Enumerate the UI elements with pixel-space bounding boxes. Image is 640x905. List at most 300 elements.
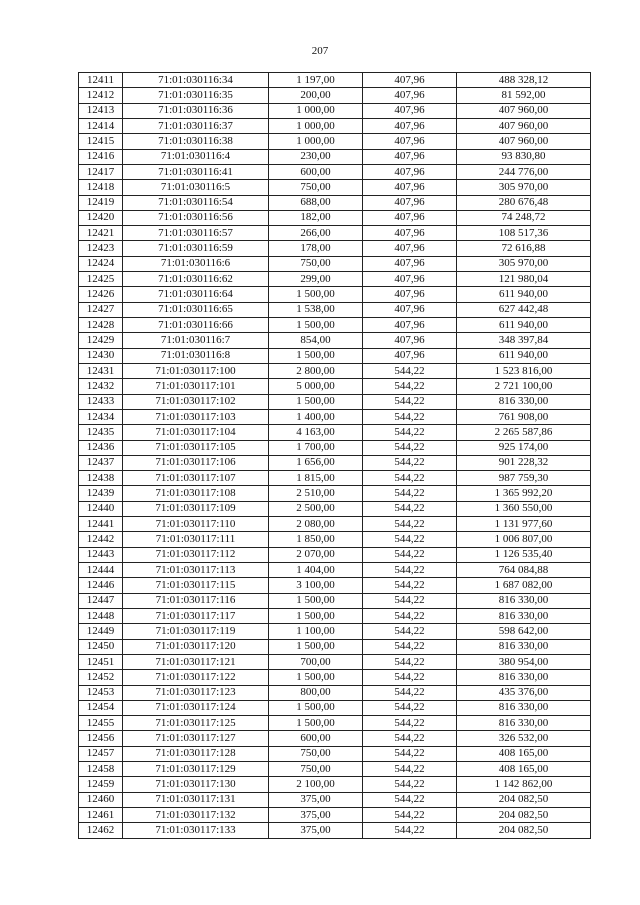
cadastral-number-cell: 71:01:030117:132 [123, 808, 269, 823]
cadastral-number-cell: 71:01:030117:131 [123, 792, 269, 807]
row-index-cell: 12419 [79, 195, 123, 210]
area-cell: 688,00 [269, 195, 363, 210]
cadastral-value-cell: 627 442,48 [457, 302, 591, 317]
specific-value-cell: 407,96 [363, 180, 457, 195]
table-row [79, 532, 591, 547]
row-index-cell: 12438 [79, 471, 123, 486]
cadastral-value-cell: 326 532,00 [457, 731, 591, 746]
cadastral-number-cell: 71:01:030117:122 [123, 670, 269, 685]
cadastral-number-cell: 71:01:030117:117 [123, 608, 269, 623]
row-index-cell: 12417 [79, 164, 123, 179]
cadastral-number-cell: 71:01:030117:120 [123, 639, 269, 654]
row-index-cell: 12431 [79, 363, 123, 378]
table-row [79, 593, 591, 608]
cadastral-number-cell: 71:01:030116:6 [123, 256, 269, 271]
area-cell: 2 070,00 [269, 547, 363, 562]
row-index-cell: 12430 [79, 348, 123, 363]
table-row [79, 318, 591, 333]
cadastral-value-cell: 1 142 862,00 [457, 777, 591, 792]
cadastral-number-cell: 71:01:030117:110 [123, 517, 269, 532]
table-row [79, 164, 591, 179]
cadastral-value-cell: 901 228,32 [457, 455, 591, 470]
cadastral-number-cell: 71:01:030117:104 [123, 425, 269, 440]
specific-value-cell: 544,22 [363, 501, 457, 516]
table-row [79, 639, 591, 654]
row-index-cell: 12418 [79, 180, 123, 195]
area-cell: 178,00 [269, 241, 363, 256]
specific-value-cell: 544,22 [363, 808, 457, 823]
cadastral-number-cell: 71:01:030117:113 [123, 563, 269, 578]
cadastral-number-cell: 71:01:030117:106 [123, 455, 269, 470]
specific-value-cell: 407,96 [363, 103, 457, 118]
row-index-cell: 12452 [79, 670, 123, 685]
table-row [79, 578, 591, 593]
row-index-cell: 12415 [79, 134, 123, 149]
cadastral-value-cell: 408 165,00 [457, 762, 591, 777]
cadastral-number-cell: 71:01:030116:35 [123, 88, 269, 103]
row-index-cell: 12434 [79, 409, 123, 424]
table-row [79, 272, 591, 287]
row-index-cell: 12454 [79, 700, 123, 715]
specific-value-cell: 544,22 [363, 639, 457, 654]
specific-value-cell: 407,96 [363, 73, 457, 88]
table-row [79, 73, 591, 88]
cadastral-value-table [78, 72, 591, 839]
cadastral-value-cell: 816 330,00 [457, 716, 591, 731]
specific-value-cell: 544,22 [363, 608, 457, 623]
cadastral-value-cell: 72 616,88 [457, 241, 591, 256]
row-index-cell: 12439 [79, 486, 123, 501]
area-cell: 1 404,00 [269, 563, 363, 578]
row-index-cell: 12435 [79, 425, 123, 440]
row-index-cell: 12414 [79, 118, 123, 133]
row-index-cell: 12455 [79, 716, 123, 731]
cadastral-value-cell: 121 980,04 [457, 272, 591, 287]
table-row [79, 210, 591, 225]
specific-value-cell: 407,96 [363, 88, 457, 103]
cadastral-value-cell: 305 970,00 [457, 180, 591, 195]
table-row [79, 563, 591, 578]
area-cell: 1 000,00 [269, 134, 363, 149]
specific-value-cell: 544,22 [363, 624, 457, 639]
specific-value-cell: 544,22 [363, 563, 457, 578]
table-row [79, 792, 591, 807]
cadastral-number-cell: 71:01:030117:133 [123, 823, 269, 838]
row-index-cell: 12440 [79, 501, 123, 516]
table-row [79, 670, 591, 685]
row-index-cell: 12416 [79, 149, 123, 164]
area-cell: 750,00 [269, 180, 363, 195]
cadastral-value-cell: 598 642,00 [457, 624, 591, 639]
table-row [79, 103, 591, 118]
table-row [79, 256, 591, 271]
cadastral-value-cell: 93 830,80 [457, 149, 591, 164]
cadastral-value-cell: 108 517,36 [457, 226, 591, 241]
area-cell: 1 500,00 [269, 287, 363, 302]
specific-value-cell: 407,96 [363, 149, 457, 164]
page-number: 207 [311, 45, 329, 57]
cadastral-number-cell: 71:01:030116:54 [123, 195, 269, 210]
cadastral-value-cell: 1 006 807,00 [457, 532, 591, 547]
table-row [79, 149, 591, 164]
area-cell: 299,00 [269, 272, 363, 287]
table-row [79, 425, 591, 440]
area-cell: 1 500,00 [269, 670, 363, 685]
area-cell: 750,00 [269, 256, 363, 271]
row-index-cell: 12421 [79, 226, 123, 241]
cadastral-number-cell: 71:01:030117:111 [123, 532, 269, 547]
table-row [79, 777, 591, 792]
table-row [79, 226, 591, 241]
cadastral-number-cell: 71:01:030117:121 [123, 654, 269, 669]
row-index-cell: 12428 [79, 318, 123, 333]
cadastral-value-cell: 244 776,00 [457, 164, 591, 179]
specific-value-cell: 407,96 [363, 348, 457, 363]
area-cell: 230,00 [269, 149, 363, 164]
cadastral-value-cell: 761 908,00 [457, 409, 591, 424]
row-index-cell: 12442 [79, 532, 123, 547]
table-row [79, 624, 591, 639]
cadastral-value-cell: 305 970,00 [457, 256, 591, 271]
cadastral-number-cell: 71:01:030117:130 [123, 777, 269, 792]
cadastral-value-cell: 435 376,00 [457, 685, 591, 700]
specific-value-cell: 407,96 [363, 272, 457, 287]
cadastral-value-cell: 280 676,48 [457, 195, 591, 210]
cadastral-number-cell: 71:01:030117:108 [123, 486, 269, 501]
row-index-cell: 12461 [79, 808, 123, 823]
specific-value-cell: 544,22 [363, 777, 457, 792]
cadastral-value-cell: 1 131 977,60 [457, 517, 591, 532]
cadastral-number-cell: 71:01:030117:129 [123, 762, 269, 777]
table-row [79, 823, 591, 838]
area-cell: 182,00 [269, 210, 363, 225]
table-row [79, 363, 591, 378]
cadastral-number-cell: 71:01:030116:7 [123, 333, 269, 348]
cadastral-number-cell: 71:01:030116:37 [123, 118, 269, 133]
cadastral-number-cell: 71:01:030116:5 [123, 180, 269, 195]
table-row [79, 348, 591, 363]
table-row [79, 333, 591, 348]
cadastral-number-cell: 71:01:030117:124 [123, 700, 269, 715]
cadastral-number-cell: 71:01:030117:103 [123, 409, 269, 424]
area-cell: 375,00 [269, 823, 363, 838]
cadastral-number-cell: 71:01:030116:62 [123, 272, 269, 287]
cadastral-value-cell: 407 960,00 [457, 103, 591, 118]
table-row [79, 180, 591, 195]
row-index-cell: 12411 [79, 73, 123, 88]
cadastral-number-cell: 71:01:030117:101 [123, 379, 269, 394]
cadastral-value-cell: 2 721 100,00 [457, 379, 591, 394]
cadastral-number-cell: 71:01:030116:56 [123, 210, 269, 225]
cadastral-number-cell: 71:01:030117:107 [123, 471, 269, 486]
cadastral-number-cell: 71:01:030117:102 [123, 394, 269, 409]
cadastral-number-cell: 71:01:030116:66 [123, 318, 269, 333]
area-cell: 1 197,00 [269, 73, 363, 88]
cadastral-value-cell: 204 082,50 [457, 823, 591, 838]
cadastral-number-cell: 71:01:030117:105 [123, 440, 269, 455]
specific-value-cell: 407,96 [363, 134, 457, 149]
area-cell: 1 500,00 [269, 639, 363, 654]
cadastral-value-cell: 987 759,30 [457, 471, 591, 486]
area-cell: 5 000,00 [269, 379, 363, 394]
area-cell: 700,00 [269, 654, 363, 669]
area-cell: 266,00 [269, 226, 363, 241]
cadastral-number-cell: 71:01:030116:34 [123, 73, 269, 88]
specific-value-cell: 544,22 [363, 425, 457, 440]
table-row [79, 409, 591, 424]
row-index-cell: 12433 [79, 394, 123, 409]
cadastral-number-cell: 71:01:030116:36 [123, 103, 269, 118]
cadastral-value-cell: 488 328,12 [457, 73, 591, 88]
area-cell: 1 538,00 [269, 302, 363, 317]
row-index-cell: 12446 [79, 578, 123, 593]
table-row [79, 455, 591, 470]
cadastral-value-cell: 408 165,00 [457, 746, 591, 761]
cadastral-value-cell: 1 365 992,20 [457, 486, 591, 501]
cadastral-value-cell: 204 082,50 [457, 808, 591, 823]
specific-value-cell: 544,22 [363, 547, 457, 562]
row-index-cell: 12420 [79, 210, 123, 225]
cadastral-value-cell: 74 248,72 [457, 210, 591, 225]
row-index-cell: 12444 [79, 563, 123, 578]
area-cell: 750,00 [269, 746, 363, 761]
cadastral-value-cell: 611 940,00 [457, 348, 591, 363]
specific-value-cell: 407,96 [363, 256, 457, 271]
area-cell: 1 000,00 [269, 103, 363, 118]
specific-value-cell: 544,22 [363, 363, 457, 378]
area-cell: 750,00 [269, 762, 363, 777]
row-index-cell: 12459 [79, 777, 123, 792]
specific-value-cell: 544,22 [363, 823, 457, 838]
cadastral-value-cell: 1 523 816,00 [457, 363, 591, 378]
row-index-cell: 12462 [79, 823, 123, 838]
cadastral-number-cell: 71:01:030116:64 [123, 287, 269, 302]
area-cell: 1 656,00 [269, 455, 363, 470]
specific-value-cell: 544,22 [363, 593, 457, 608]
area-cell: 2 510,00 [269, 486, 363, 501]
table-row [79, 486, 591, 501]
row-index-cell: 12449 [79, 624, 123, 639]
table-row [79, 501, 591, 516]
table-row [79, 379, 591, 394]
area-cell: 1 700,00 [269, 440, 363, 455]
row-index-cell: 12458 [79, 762, 123, 777]
cadastral-number-cell: 71:01:030117:127 [123, 731, 269, 746]
specific-value-cell: 544,22 [363, 685, 457, 700]
area-cell: 854,00 [269, 333, 363, 348]
cadastral-value-cell: 204 082,50 [457, 792, 591, 807]
specific-value-cell: 407,96 [363, 302, 457, 317]
table-row [79, 287, 591, 302]
cadastral-number-cell: 71:01:030116:38 [123, 134, 269, 149]
table-row [79, 471, 591, 486]
row-index-cell: 12460 [79, 792, 123, 807]
area-cell: 1 500,00 [269, 593, 363, 608]
cadastral-number-cell: 71:01:030116:59 [123, 241, 269, 256]
cadastral-number-cell: 71:01:030117:119 [123, 624, 269, 639]
row-index-cell: 12412 [79, 88, 123, 103]
row-index-cell: 12451 [79, 654, 123, 669]
area-cell: 800,00 [269, 685, 363, 700]
specific-value-cell: 544,22 [363, 762, 457, 777]
cadastral-number-cell: 71:01:030117:123 [123, 685, 269, 700]
cadastral-number-cell: 71:01:030117:125 [123, 716, 269, 731]
cadastral-value-cell: 925 174,00 [457, 440, 591, 455]
area-cell: 4 163,00 [269, 425, 363, 440]
table-row [79, 716, 591, 731]
row-index-cell: 12450 [79, 639, 123, 654]
table-row [79, 746, 591, 761]
table-row [79, 88, 591, 103]
table-row [79, 762, 591, 777]
specific-value-cell: 544,22 [363, 379, 457, 394]
table-row [79, 808, 591, 823]
specific-value-cell: 544,22 [363, 731, 457, 746]
table-row [79, 134, 591, 149]
cadastral-value-cell: 816 330,00 [457, 593, 591, 608]
specific-value-cell: 407,96 [363, 118, 457, 133]
row-index-cell: 12424 [79, 256, 123, 271]
area-cell: 2 800,00 [269, 363, 363, 378]
row-index-cell: 12443 [79, 547, 123, 562]
specific-value-cell: 544,22 [363, 578, 457, 593]
specific-value-cell: 544,22 [363, 394, 457, 409]
cadastral-value-cell: 816 330,00 [457, 608, 591, 623]
area-cell: 1 815,00 [269, 471, 363, 486]
cadastral-number-cell: 71:01:030117:128 [123, 746, 269, 761]
table-row [79, 118, 591, 133]
row-index-cell: 12457 [79, 746, 123, 761]
cadastral-value-cell: 611 940,00 [457, 287, 591, 302]
specific-value-cell: 407,96 [363, 195, 457, 210]
cadastral-value-cell: 816 330,00 [457, 700, 591, 715]
row-index-cell: 12448 [79, 608, 123, 623]
area-cell: 600,00 [269, 164, 363, 179]
area-cell: 2 080,00 [269, 517, 363, 532]
area-cell: 1 850,00 [269, 532, 363, 547]
row-index-cell: 12447 [79, 593, 123, 608]
table-row [79, 517, 591, 532]
row-index-cell: 12437 [79, 455, 123, 470]
area-cell: 1 000,00 [269, 118, 363, 133]
specific-value-cell: 544,22 [363, 455, 457, 470]
specific-value-cell: 544,22 [363, 746, 457, 761]
specific-value-cell: 407,96 [363, 164, 457, 179]
cadastral-number-cell: 71:01:030116:65 [123, 302, 269, 317]
area-cell: 375,00 [269, 808, 363, 823]
area-cell: 200,00 [269, 88, 363, 103]
cadastral-value-cell: 816 330,00 [457, 639, 591, 654]
area-cell: 375,00 [269, 792, 363, 807]
row-index-cell: 12427 [79, 302, 123, 317]
specific-value-cell: 407,96 [363, 333, 457, 348]
area-cell: 1 400,00 [269, 409, 363, 424]
area-cell: 1 500,00 [269, 700, 363, 715]
table-row [79, 608, 591, 623]
cadastral-value-cell: 1 126 535,40 [457, 547, 591, 562]
cadastral-value-cell: 380 954,00 [457, 654, 591, 669]
row-index-cell: 12423 [79, 241, 123, 256]
specific-value-cell: 407,96 [363, 287, 457, 302]
cadastral-number-cell: 71:01:030117:109 [123, 501, 269, 516]
cadastral-value-cell: 611 940,00 [457, 318, 591, 333]
table-row [79, 685, 591, 700]
area-cell: 3 100,00 [269, 578, 363, 593]
cadastral-number-cell: 71:01:030117:100 [123, 363, 269, 378]
table-row [79, 440, 591, 455]
table-row [79, 195, 591, 210]
specific-value-cell: 544,22 [363, 700, 457, 715]
table-row [79, 700, 591, 715]
area-cell: 2 100,00 [269, 777, 363, 792]
specific-value-cell: 544,22 [363, 486, 457, 501]
table-row [79, 302, 591, 317]
cadastral-value-cell: 1 687 082,00 [457, 578, 591, 593]
area-cell: 2 500,00 [269, 501, 363, 516]
cadastral-number-cell: 71:01:030116:57 [123, 226, 269, 241]
area-cell: 1 500,00 [269, 394, 363, 409]
table-row [79, 241, 591, 256]
specific-value-cell: 544,22 [363, 792, 457, 807]
cadastral-value-cell: 2 265 587,86 [457, 425, 591, 440]
area-cell: 1 500,00 [269, 318, 363, 333]
table-row [79, 547, 591, 562]
cadastral-value-cell: 1 360 550,00 [457, 501, 591, 516]
area-cell: 1 500,00 [269, 348, 363, 363]
specific-value-cell: 407,96 [363, 210, 457, 225]
cadastral-value-cell: 407 960,00 [457, 134, 591, 149]
area-cell: 1 500,00 [269, 608, 363, 623]
row-index-cell: 12426 [79, 287, 123, 302]
table-row [79, 394, 591, 409]
specific-value-cell: 544,22 [363, 716, 457, 731]
specific-value-cell: 544,22 [363, 654, 457, 669]
cadastral-value-cell: 816 330,00 [457, 394, 591, 409]
area-cell: 1 500,00 [269, 716, 363, 731]
area-cell: 1 100,00 [269, 624, 363, 639]
specific-value-cell: 544,22 [363, 670, 457, 685]
specific-value-cell: 407,96 [363, 241, 457, 256]
row-index-cell: 12429 [79, 333, 123, 348]
row-index-cell: 12441 [79, 517, 123, 532]
cadastral-number-cell: 71:01:030117:112 [123, 547, 269, 562]
cadastral-number-cell: 71:01:030116:8 [123, 348, 269, 363]
cadastral-number-cell: 71:01:030116:4 [123, 149, 269, 164]
row-index-cell: 12432 [79, 379, 123, 394]
table-row [79, 731, 591, 746]
specific-value-cell: 407,96 [363, 318, 457, 333]
area-cell: 600,00 [269, 731, 363, 746]
specific-value-cell: 544,22 [363, 532, 457, 547]
cadastral-value-cell: 348 397,84 [457, 333, 591, 348]
specific-value-cell: 544,22 [363, 517, 457, 532]
cadastral-value-cell: 816 330,00 [457, 670, 591, 685]
table-row [79, 654, 591, 669]
specific-value-cell: 407,96 [363, 226, 457, 241]
row-index-cell: 12413 [79, 103, 123, 118]
row-index-cell: 12453 [79, 685, 123, 700]
specific-value-cell: 544,22 [363, 471, 457, 486]
cadastral-value-cell: 764 084,88 [457, 563, 591, 578]
specific-value-cell: 544,22 [363, 409, 457, 424]
table-body [79, 73, 591, 839]
cadastral-value-cell: 81 592,00 [457, 88, 591, 103]
cadastral-value-cell: 407 960,00 [457, 118, 591, 133]
row-index-cell: 12425 [79, 272, 123, 287]
cadastral-number-cell: 71:01:030117:116 [123, 593, 269, 608]
row-index-cell: 12436 [79, 440, 123, 455]
row-index-cell: 12456 [79, 731, 123, 746]
